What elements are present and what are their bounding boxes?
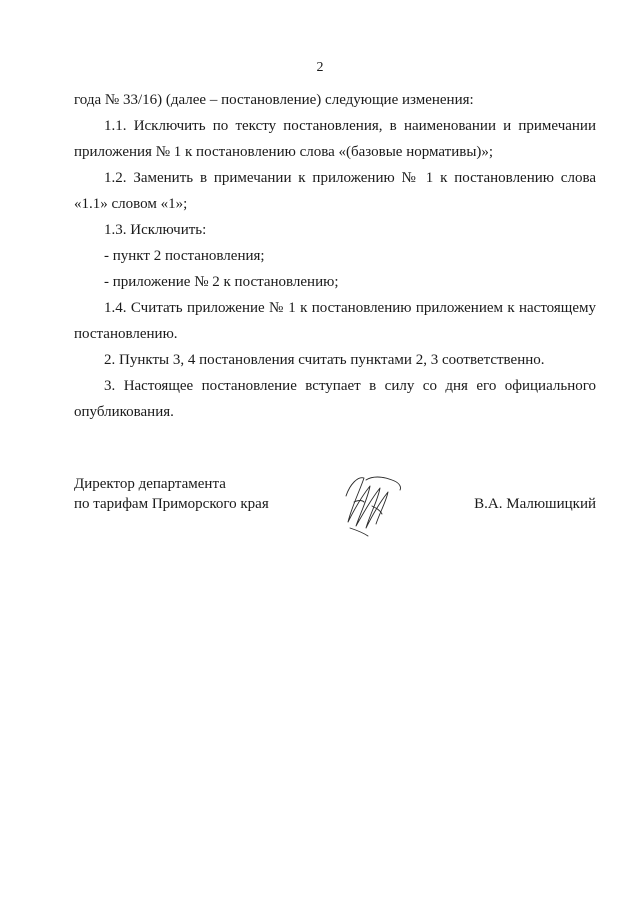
paragraph-3: 3. Настоящее постановление вступает в силу со дня его официального опубликования. (74, 378, 596, 420)
paragraph-1-3-item-2: - приложение № 2 к постановлению; (104, 274, 339, 290)
paragraph-1-2: 1.2. Заменить в примечании к приложению № 1 к постановлению слова «1.1» словом «1»; (74, 170, 596, 212)
handwritten-signature-image (336, 466, 408, 538)
signatory-position-line-1: Директор департамента (74, 476, 226, 492)
paragraph-1-4: 1.4. Считать приложение № 1 к постановлению приложением к настоящему постановлению. (74, 300, 596, 342)
signature-block (74, 474, 596, 544)
paragraph-2: 2. Пункты 3, 4 постановления считать пунктами 2, 3 соответственно. (104, 352, 545, 368)
paragraph-1-1: 1.1. Исключить по тексту постановления, в наименовании и примечании приложения № 1 к постановлению слова «(базовые нормативы)»; (74, 118, 596, 160)
signatory-position (74, 474, 269, 514)
signatory-name: В.А. Малюшицкий (474, 496, 596, 512)
paragraph-1-3: 1.3. Исключить: (104, 222, 207, 238)
paragraph-intro-continuation: года № 33/16) (далее – постановление) следующие изменения: (74, 92, 474, 108)
signatory-position-line-2: по тарифам Приморского края (74, 496, 269, 512)
page-number: 2 (316, 60, 324, 75)
paragraph-1-3-item-1: - пункт 2 постановления; (104, 248, 265, 264)
